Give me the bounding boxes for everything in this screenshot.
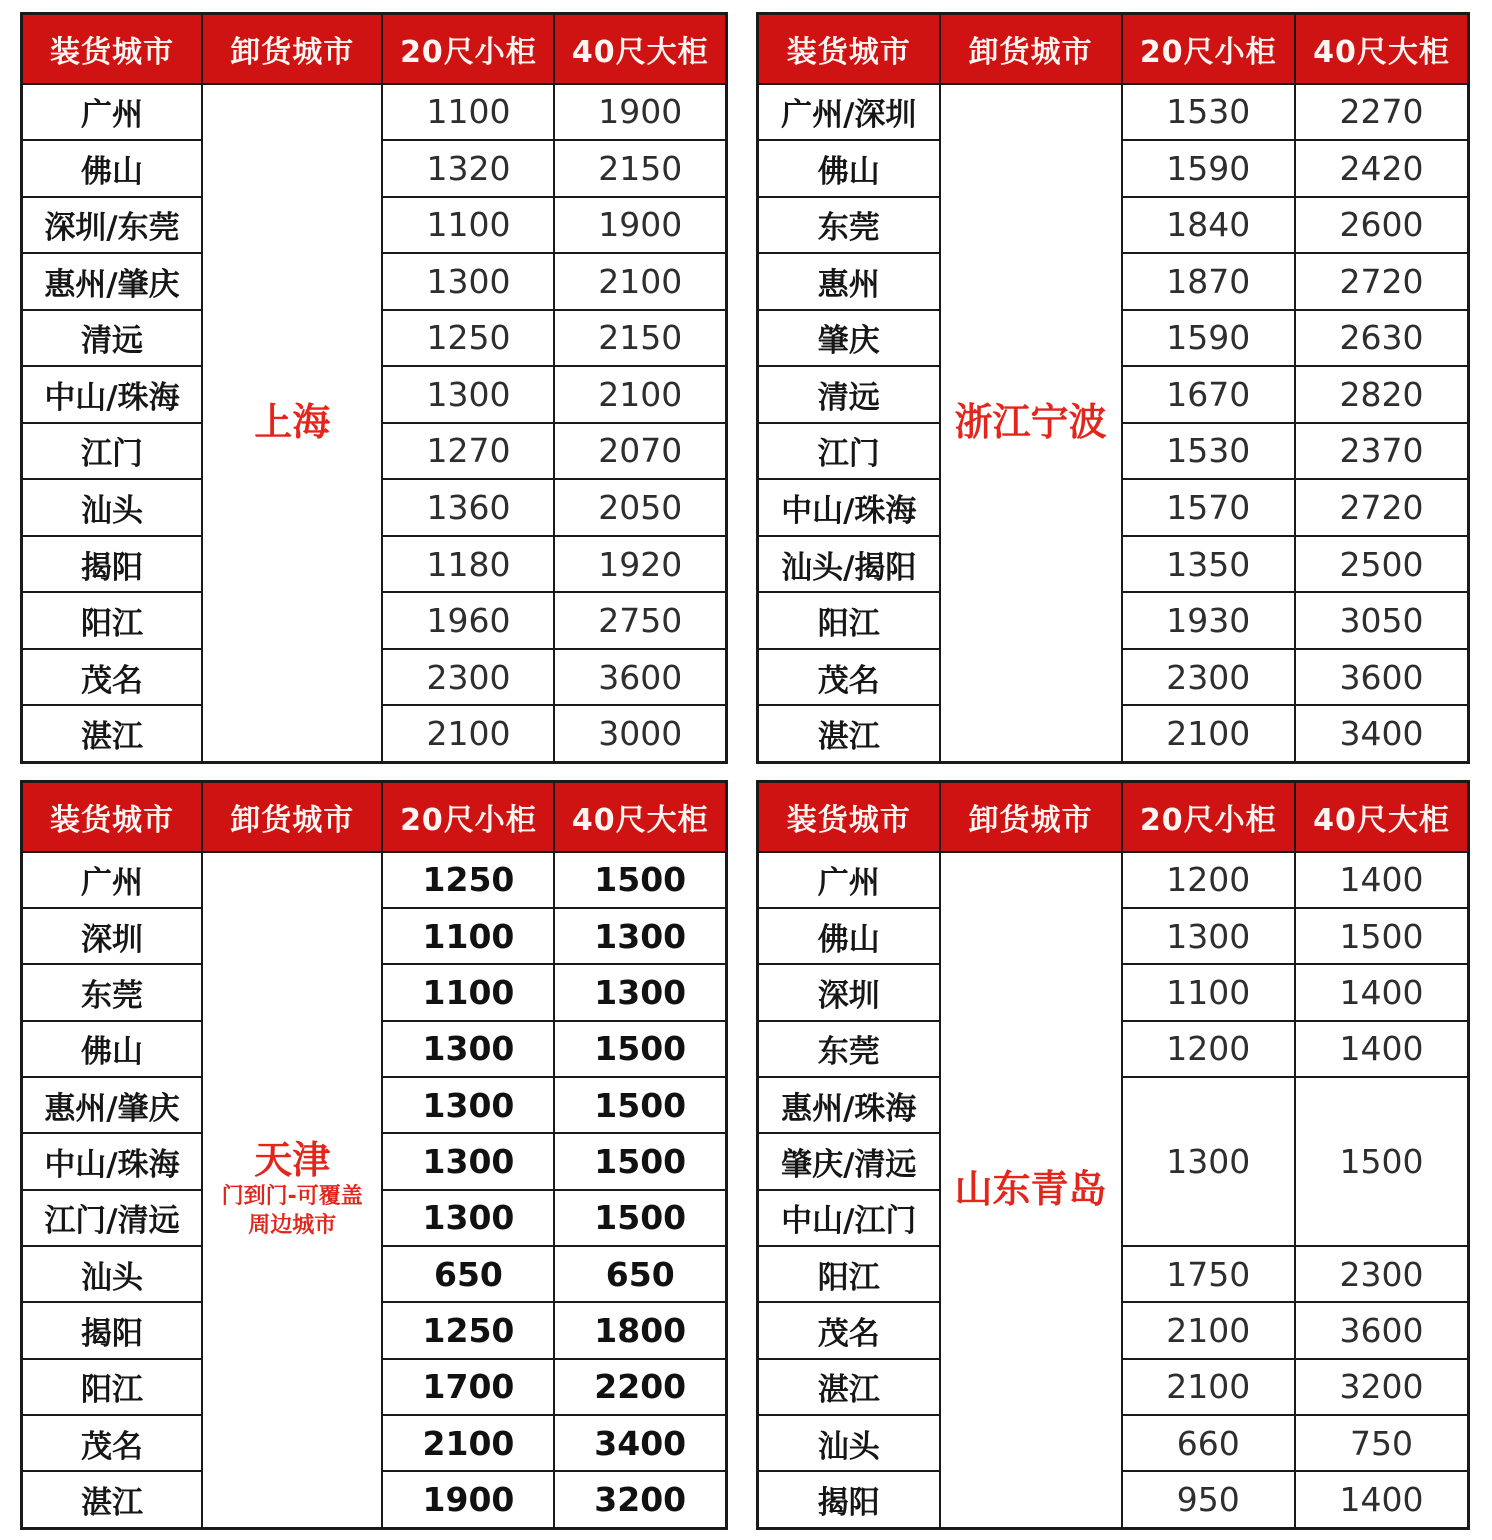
loading-city-cell: 湛江 — [758, 1359, 940, 1415]
loading-city-cell: 茂名 — [22, 1415, 202, 1471]
price-40ft-cell: 2150 — [554, 140, 726, 197]
table-row — [758, 84, 1469, 141]
price-20ft-cell: 1200 — [1122, 852, 1295, 908]
loading-city-cell: 肇庆/清远 — [758, 1133, 940, 1189]
destination-note: 周边城市 — [248, 1212, 337, 1238]
col-header-40ft-container: 40尺大柜 — [1295, 14, 1469, 84]
price-40ft-cell: 1900 — [554, 84, 726, 141]
col-header-loading-city: 装货城市 — [758, 14, 940, 84]
loading-city-cell: 湛江 — [22, 705, 202, 762]
price-20ft-cell: 2100 — [1122, 705, 1295, 762]
price-40ft-cell: 2500 — [1295, 536, 1469, 593]
table-body — [22, 852, 727, 1529]
loading-city-cell: 惠州/肇庆 — [22, 1077, 202, 1133]
header-row — [758, 782, 1469, 852]
loading-city-cell: 中山/珠海 — [22, 1133, 202, 1189]
price-20ft-cell: 1100 — [382, 84, 554, 141]
price-20ft-cell: 1250 — [382, 310, 554, 367]
loading-city-cell: 汕头 — [22, 1246, 202, 1302]
unloading-city-cell — [940, 84, 1122, 763]
price-40ft-cell: 1500 — [554, 1133, 726, 1189]
table-row — [22, 84, 727, 141]
header-row — [22, 782, 727, 852]
price-20ft-cell: 1930 — [1122, 592, 1295, 649]
loading-city-cell: 阳江 — [22, 592, 202, 649]
price-20ft-cell: 2300 — [382, 649, 554, 706]
price-40ft-cell: 1400 — [1295, 964, 1469, 1020]
loading-city-cell: 江门 — [758, 423, 940, 480]
col-header-unloading-city: 卸货城市 — [202, 782, 382, 852]
price-20ft-cell: 1870 — [1122, 253, 1295, 310]
price-20ft-cell: 2300 — [1122, 649, 1295, 706]
price-20ft-cell: 1100 — [382, 964, 554, 1020]
loading-city-cell: 中山/江门 — [758, 1190, 940, 1246]
price-20ft-cell: 2100 — [1122, 1302, 1295, 1358]
price-40ft-cell: 3400 — [1295, 705, 1469, 762]
price-40ft-cell: 2750 — [554, 592, 726, 649]
price-20ft-cell: 1250 — [382, 1302, 554, 1358]
price-20ft-cell: 2100 — [1122, 1359, 1295, 1415]
price-40ft-cell: 3200 — [1295, 1359, 1469, 1415]
loading-city-cell: 中山/珠海 — [758, 479, 940, 536]
price-20ft-cell: 1100 — [1122, 964, 1295, 1020]
loading-city-cell: 揭阳 — [758, 1471, 940, 1528]
loading-city-cell: 深圳 — [22, 908, 202, 964]
price-40ft-cell: 1400 — [1295, 1021, 1469, 1077]
price-20ft-cell: 1350 — [1122, 536, 1295, 593]
price-table-qingdao — [756, 780, 1470, 1530]
col-header-20ft-container: 20尺小柜 — [1122, 782, 1295, 852]
price-20ft-cell: 1300 — [1122, 908, 1295, 964]
loading-city-cell: 中山/珠海 — [22, 366, 202, 423]
col-header-unloading-city: 卸货城市 — [940, 14, 1122, 84]
loading-city-cell: 广州 — [758, 852, 940, 908]
col-header-loading-city: 装货城市 — [758, 782, 940, 852]
price-40ft-cell: 2720 — [1295, 253, 1469, 310]
price-40ft-cell: 3400 — [554, 1415, 726, 1471]
header-row — [758, 14, 1469, 84]
destination-name: 上海 — [254, 399, 331, 444]
price-40ft-cell: 750 — [1295, 1415, 1469, 1471]
price-40ft-cell: 1500 — [554, 1190, 726, 1246]
loading-city-cell: 东莞 — [22, 964, 202, 1020]
price-40ft-cell: 650 — [554, 1246, 726, 1302]
destination-name: 天津 — [254, 1138, 331, 1183]
price-20ft-cell: 1250 — [382, 852, 554, 908]
price-20ft-cell: 1300 — [382, 1133, 554, 1189]
price-40ft-cell: 3600 — [1295, 649, 1469, 706]
price-40ft-cell: 1500 — [554, 1021, 726, 1077]
unloading-city-cell — [940, 852, 1122, 1529]
price-20ft-cell: 1530 — [1122, 84, 1295, 141]
loading-city-cell: 茂名 — [758, 1302, 940, 1358]
header-row — [22, 14, 727, 84]
price-20ft-cell: 1100 — [382, 197, 554, 254]
loading-city-cell: 汕头/揭阳 — [758, 536, 940, 593]
loading-city-cell: 惠州 — [758, 253, 940, 310]
price-20ft-cell: 1180 — [382, 536, 554, 593]
price-40ft-cell: 3600 — [554, 649, 726, 706]
col-header-40ft-container: 40尺大柜 — [554, 14, 726, 84]
price-40ft-cell: 3200 — [554, 1471, 726, 1528]
table-body — [22, 84, 727, 763]
price-20ft-cell: 1750 — [1122, 1246, 1295, 1302]
price-20ft-cell: 1530 — [1122, 423, 1295, 480]
price-40ft-cell: 2600 — [1295, 197, 1469, 254]
price-20ft-cell: 1300 — [1122, 1077, 1295, 1246]
price-40ft-cell: 2630 — [1295, 310, 1469, 367]
price-20ft-cell: 1670 — [1122, 366, 1295, 423]
price-40ft-cell: 3050 — [1295, 592, 1469, 649]
price-20ft-cell: 1570 — [1122, 479, 1295, 536]
loading-city-cell: 湛江 — [22, 1471, 202, 1528]
price-40ft-cell: 1900 — [554, 197, 726, 254]
col-header-loading-city: 装货城市 — [22, 14, 202, 84]
price-40ft-cell: 2150 — [554, 310, 726, 367]
price-20ft-cell: 1100 — [382, 908, 554, 964]
loading-city-cell: 广州 — [22, 84, 202, 141]
price-40ft-cell: 2820 — [1295, 366, 1469, 423]
destination-name: 浙江宁波 — [954, 399, 1107, 444]
loading-city-cell: 广州/深圳 — [758, 84, 940, 141]
loading-city-cell: 江门 — [22, 423, 202, 480]
loading-city-cell: 深圳/东莞 — [22, 197, 202, 254]
loading-city-cell: 惠州/肇庆 — [22, 253, 202, 310]
price-40ft-cell: 1500 — [1295, 908, 1469, 964]
price-40ft-cell: 2270 — [1295, 84, 1469, 141]
loading-city-cell: 茂名 — [758, 649, 940, 706]
table-body — [758, 84, 1469, 763]
price-40ft-cell: 2720 — [1295, 479, 1469, 536]
loading-city-cell: 揭阳 — [22, 536, 202, 593]
loading-city-cell: 阳江 — [758, 592, 940, 649]
price-40ft-cell: 1300 — [554, 908, 726, 964]
loading-city-cell: 东莞 — [758, 197, 940, 254]
loading-city-cell: 湛江 — [758, 705, 940, 762]
price-20ft-cell: 1300 — [382, 1190, 554, 1246]
col-header-loading-city: 装货城市 — [22, 782, 202, 852]
loading-city-cell: 佛山 — [758, 140, 940, 197]
price-40ft-cell: 3600 — [1295, 1302, 1469, 1358]
price-40ft-cell: 2050 — [554, 479, 726, 536]
price-20ft-cell: 1270 — [382, 423, 554, 480]
price-40ft-cell: 2300 — [1295, 1246, 1469, 1302]
loading-city-cell: 惠州/珠海 — [758, 1077, 940, 1133]
col-header-unloading-city: 卸货城市 — [202, 14, 382, 84]
price-20ft-cell: 1300 — [382, 1021, 554, 1077]
loading-city-cell: 东莞 — [758, 1021, 940, 1077]
price-20ft-cell: 1590 — [1122, 140, 1295, 197]
price-40ft-cell: 1400 — [1295, 852, 1469, 908]
unloading-city-cell — [202, 84, 382, 763]
price-40ft-cell: 1500 — [554, 852, 726, 908]
price-40ft-cell: 2100 — [554, 366, 726, 423]
price-20ft-cell: 1320 — [382, 140, 554, 197]
price-table-shanghai — [20, 12, 728, 764]
price-20ft-cell: 1700 — [382, 1359, 554, 1415]
col-header-20ft-container: 20尺小柜 — [1122, 14, 1295, 84]
loading-city-cell: 茂名 — [22, 649, 202, 706]
price-table-tianjin — [20, 780, 728, 1530]
loading-city-cell: 阳江 — [22, 1359, 202, 1415]
loading-city-cell: 汕头 — [758, 1415, 940, 1471]
destination-note: 门到门-可覆盖 — [221, 1184, 363, 1209]
table-row — [758, 852, 1469, 908]
price-40ft-cell: 2100 — [554, 253, 726, 310]
loading-city-cell: 清远 — [22, 310, 202, 367]
price-20ft-cell: 2100 — [382, 705, 554, 762]
price-40ft-cell: 2370 — [1295, 423, 1469, 480]
col-header-40ft-container: 40尺大柜 — [1295, 782, 1469, 852]
col-header-20ft-container: 20尺小柜 — [382, 14, 554, 84]
loading-city-cell: 阳江 — [758, 1246, 940, 1302]
price-20ft-cell: 1900 — [382, 1471, 554, 1528]
loading-city-cell: 广州 — [22, 852, 202, 908]
price-20ft-cell: 950 — [1122, 1471, 1295, 1528]
price-table-ningbo — [756, 12, 1470, 764]
col-header-unloading-city: 卸货城市 — [940, 782, 1122, 852]
price-40ft-cell: 1500 — [1295, 1077, 1469, 1246]
price-20ft-cell: 1200 — [1122, 1021, 1295, 1077]
price-40ft-cell: 1500 — [554, 1077, 726, 1133]
price-40ft-cell: 1800 — [554, 1302, 726, 1358]
col-header-20ft-container: 20尺小柜 — [382, 782, 554, 852]
price-20ft-cell: 1360 — [382, 479, 554, 536]
unloading-city-cell — [202, 852, 382, 1529]
loading-city-cell: 肇庆 — [758, 310, 940, 367]
col-header-40ft-container: 40尺大柜 — [554, 782, 726, 852]
price-20ft-cell: 2100 — [382, 1415, 554, 1471]
price-20ft-cell: 1300 — [382, 1077, 554, 1133]
loading-city-cell: 佛山 — [22, 1021, 202, 1077]
destination-name: 山东青岛 — [954, 1166, 1107, 1211]
price-40ft-cell: 3000 — [554, 705, 726, 762]
price-40ft-cell: 2200 — [554, 1359, 726, 1415]
loading-city-cell: 江门/清远 — [22, 1190, 202, 1246]
price-20ft-cell: 1840 — [1122, 197, 1295, 254]
price-40ft-cell: 2420 — [1295, 140, 1469, 197]
price-40ft-cell: 1300 — [554, 964, 726, 1020]
price-20ft-cell: 660 — [1122, 1415, 1295, 1471]
price-40ft-cell: 1920 — [554, 536, 726, 593]
price-20ft-cell: 1300 — [382, 253, 554, 310]
loading-city-cell: 揭阳 — [22, 1302, 202, 1358]
table-body — [758, 852, 1469, 1529]
price-40ft-cell: 2070 — [554, 423, 726, 480]
price-40ft-cell: 1400 — [1295, 1471, 1469, 1528]
price-20ft-cell: 1590 — [1122, 310, 1295, 367]
loading-city-cell: 汕头 — [22, 479, 202, 536]
loading-city-cell: 清远 — [758, 366, 940, 423]
loading-city-cell: 佛山 — [22, 140, 202, 197]
table-row — [22, 852, 727, 908]
loading-city-cell: 深圳 — [758, 964, 940, 1020]
price-20ft-cell: 650 — [382, 1246, 554, 1302]
price-20ft-cell: 1960 — [382, 592, 554, 649]
loading-city-cell: 佛山 — [758, 908, 940, 964]
price-20ft-cell: 1300 — [382, 366, 554, 423]
